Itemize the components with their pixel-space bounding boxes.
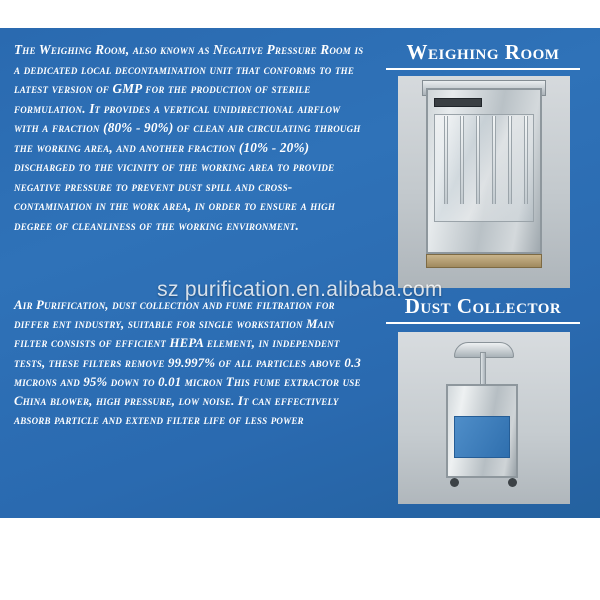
dust-collector-description: Air Purification, dust collection and fume filtration for differ ent industry, suitable for single workstation Main filter consists of efficient HEPA element, in independent tests, these filters remove 99.997% of all particles above 0.3 microns and 95% down to 0.01 micron This fume extractor use China blower, high pressure, low noise. It can effectively absorb particle and extend filter life of less power	[14, 298, 361, 428]
weighing-room-description: The Weighing Room, also known as Negative Pressure Room is a dedicated local decontamination unit that conforms to the latest version of GMP for the production of sterile formulation. It provides a vertical unidirectional airflow with a fraction (80% - 90%) of clean air circulating through the working area, and another fraction (10% - 20%) discharged to the vicinity of the working area to provide negative pressure to prevent dust spill and cross-contamination in the work area, in order to ensure a high degree of cleanliness of the working environment.	[14, 42, 364, 233]
weighing-room-tube	[476, 116, 480, 204]
watermark-text: sz purification.en.alibaba.com	[157, 278, 443, 301]
weighing-room-tube	[460, 116, 464, 204]
weighing-room-tube	[492, 116, 496, 204]
dust-collector-caster	[508, 478, 517, 487]
bottom-white-margin	[0, 518, 600, 600]
dust-collector-heading-underline	[386, 322, 580, 324]
weighing-room-heading-underline	[386, 68, 580, 70]
weighing-room-tube	[524, 116, 528, 204]
dust-collector-image	[398, 332, 570, 504]
weighing-room-base-stand	[426, 254, 542, 268]
weighing-room-control-panel	[434, 98, 482, 107]
dust-collector-caster	[450, 478, 459, 487]
weighing-room-glass-window	[434, 114, 534, 222]
dust-collector-heading: Dust Collector	[404, 294, 562, 318]
dust-collector-extraction-arm	[480, 352, 486, 386]
dust-collector-front-door	[454, 416, 510, 458]
top-white-margin	[0, 0, 600, 28]
weighing-room-tube	[444, 116, 448, 204]
weighing-room-heading: Weighing Room	[406, 40, 560, 64]
weighing-room-tube	[508, 116, 512, 204]
weighing-room-image	[398, 76, 570, 288]
